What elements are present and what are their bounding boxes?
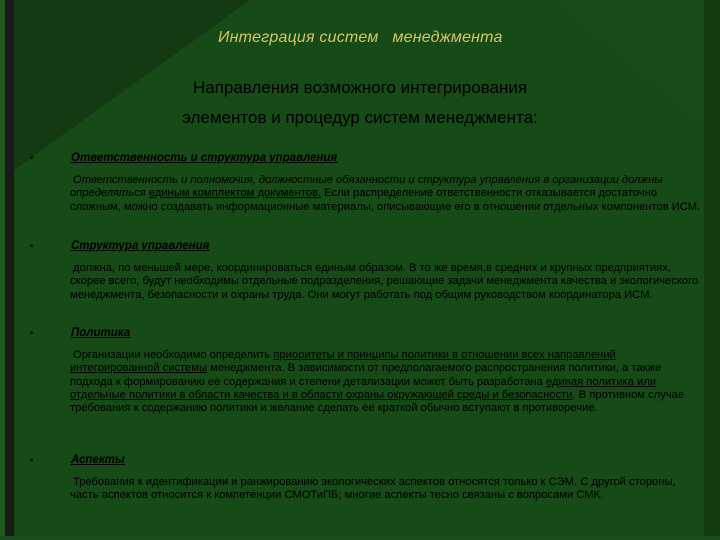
section-text: должна, по меньшей мере, координироваться единым образом. В то же время,в средних и крупных предприятиях, скорее всего, будут необходимы отдельные подразделения, решающие задачи менеджмента качества и экологического менеджмента, безопасности и охраны труда. Они могут работать под общим руководством координатора ИСМ. xyxy=(70,262,699,301)
slide-subtitle xyxy=(0,73,720,133)
section-heading: Ответственность и структура управления xyxy=(71,152,338,164)
bullet-icon: • xyxy=(30,241,34,251)
section-heading: Структура управления xyxy=(71,240,210,252)
text-part: Ответственность и полномочия, должностные обязанности и структура управления в организации должны определяться xyxy=(70,174,663,200)
section-text xyxy=(70,174,706,214)
underlined-phrase: единым комплектом документов. xyxy=(148,187,322,200)
underlined-phrase: приоритеты и принципы политики в отношении всех направлений интегрированной системы xyxy=(70,349,616,375)
subtitle-line-2: элементов и процедур систем менеджмента: xyxy=(182,108,538,127)
section-heading: Аспекты xyxy=(71,454,125,466)
section-text xyxy=(70,349,706,415)
text-part: . В противном случае требования к содержанию политики и желание сделать ее краткой обычно вступают в противоречие. xyxy=(70,388,685,415)
text-part: Если распределение ответственности отказывается достаточно сложным, можно создавать информационные материалы, описывающие его в отношении отдельных компонентов ИСМ. xyxy=(70,187,701,213)
bottom-border-bar xyxy=(0,536,720,540)
bullet-icon: • xyxy=(30,455,34,465)
section-text: Требования к идентификации и ранжированию экологических аспектов относятся только к СЭМ. С другой стороны, часть аспектов относится к компетенции СМОТиПБ; многие аспекты тесно связаны с вопросами СМК. xyxy=(70,476,676,502)
text-part: менеджмента. В зависимости от предполагаемого распространения политики, а также подхода к формированию ее содержания и степени детализации может быть разработана xyxy=(70,362,662,388)
slide-title: Интеграция систем менеджмента xyxy=(218,29,503,46)
underlined-phrase: единая политика или отдельные политики в области качества и в области охраны окружающей среды и безопасности xyxy=(70,375,656,401)
bullet-icon: • xyxy=(30,328,34,338)
bullet-icon: • xyxy=(30,153,34,163)
section-heading: Политика xyxy=(71,327,131,339)
subtitle-line-1: Направления возможного интегрирования xyxy=(192,78,528,97)
text-part: Организации необходимо определить xyxy=(73,349,274,361)
